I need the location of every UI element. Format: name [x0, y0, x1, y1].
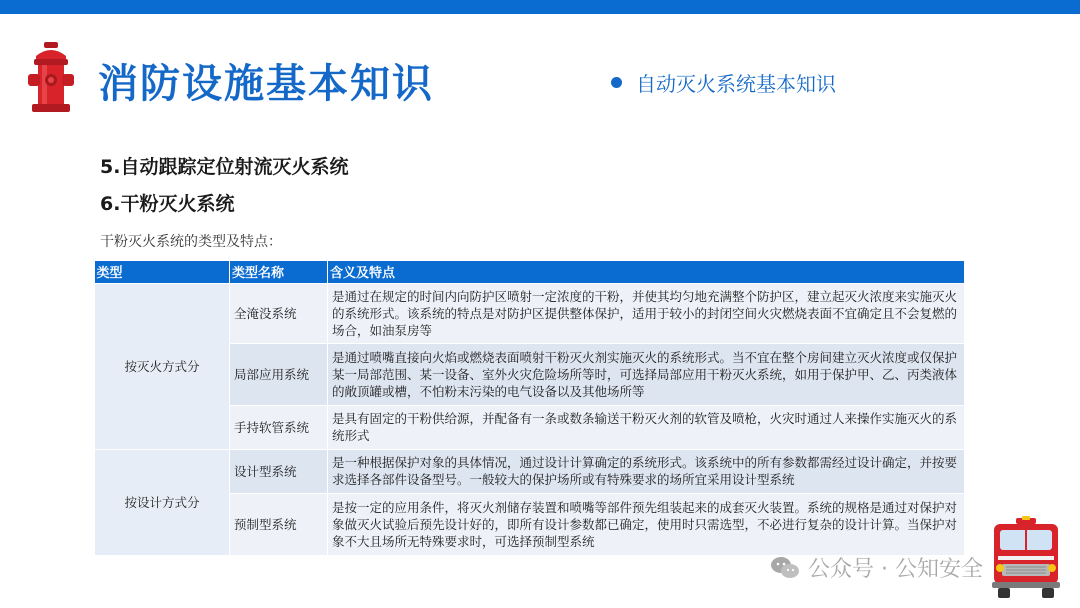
page-title: 消防设施基本知识	[98, 61, 434, 107]
bullet-dot-icon	[611, 77, 622, 88]
fire-truck-icon	[986, 516, 1066, 600]
type-name-cell: 预制型系统	[230, 493, 328, 555]
description-cell: 是通过在规定的时间内向防护区喷射一定浓度的干粉，并使其均匀地充满整个防护区，建立起灭火浓度来实施灭火的系统形式。该系统的特点是对防护区提供整体保护，适用于较小的封闭空间火灾燃烧表面不宜确定且不会复燃的场合，如油泵房等	[328, 283, 965, 343]
watermark-text: 公众号 · 公知安全	[808, 557, 983, 582]
category-cell: 按灭火方式分	[95, 283, 230, 449]
description-cell: 是通过喷嘴直接向火焰或燃烧表面喷射干粉灭火剂实施灭火的系统形式。当不宜在整个房间建立灭火浓度或仅保护某一局部范围、某一设备、室外火灾危险场所等时，可选择局部应用干粉灭火系统，如用于保护甲、乙、丙类液体的敞顶罐或槽，不怕粉末污染的电气设备以及其他场所等	[328, 343, 965, 405]
description-cell: 是一种根据保护对象的具体情况，通过设计计算确定的系统形式。该系统中的所有参数都需经过设计确定，并按要求选择各部件设备型号。一般较大的保护场所或有特殊要求的场所宜采用设计型系统	[328, 449, 965, 493]
column-header-desc: 含义及特点	[328, 261, 965, 283]
description-cell: 是具有固定的干粉供给源，并配备有一条或数条输送干粉灭火剂的软管及喷枪，火灾时通过人来操作实施灭火的系统形式	[328, 405, 965, 449]
column-header-name: 类型名称	[230, 261, 328, 283]
table-header-row	[95, 261, 965, 283]
subtitle-text: 自动灭火系统基本知识	[636, 72, 836, 96]
type-name-cell: 全淹没系统	[230, 283, 328, 343]
intro-text: 干粉灭火系统的类型及特点：	[100, 234, 282, 250]
top-accent-bar	[0, 0, 1080, 14]
table-row	[95, 283, 965, 343]
type-name-cell: 手持软管系统	[230, 405, 328, 449]
description-cell: 是按一定的应用条件，将灭火剂储存装置和喷嘴等部件预先组装起来的成套灭火装置。系统的规格是通过对保护对象做灭火试验后预先设计好的，即所有设计参数都已确定，使用时只需选型，不必进行复杂的设计计算。当保护对象不大且场所无特殊要求时，可选择预制型系统	[328, 493, 965, 555]
type-name-cell: 局部应用系统	[230, 343, 328, 405]
watermark	[770, 552, 983, 583]
heading-item-5: 5.自动跟踪定位射流灭火系统	[100, 156, 349, 178]
dry-powder-system-table	[94, 261, 965, 556]
table-row	[95, 449, 965, 493]
type-name-cell: 设计型系统	[230, 449, 328, 493]
wechat-icon	[770, 555, 800, 581]
column-header-type: 类型	[95, 261, 230, 283]
fire-hydrant-icon	[26, 42, 76, 114]
heading-item-6: 6.干粉灭火系统	[100, 193, 235, 215]
section-subtitle	[611, 68, 836, 97]
category-cell: 按设计方式分	[95, 449, 230, 555]
